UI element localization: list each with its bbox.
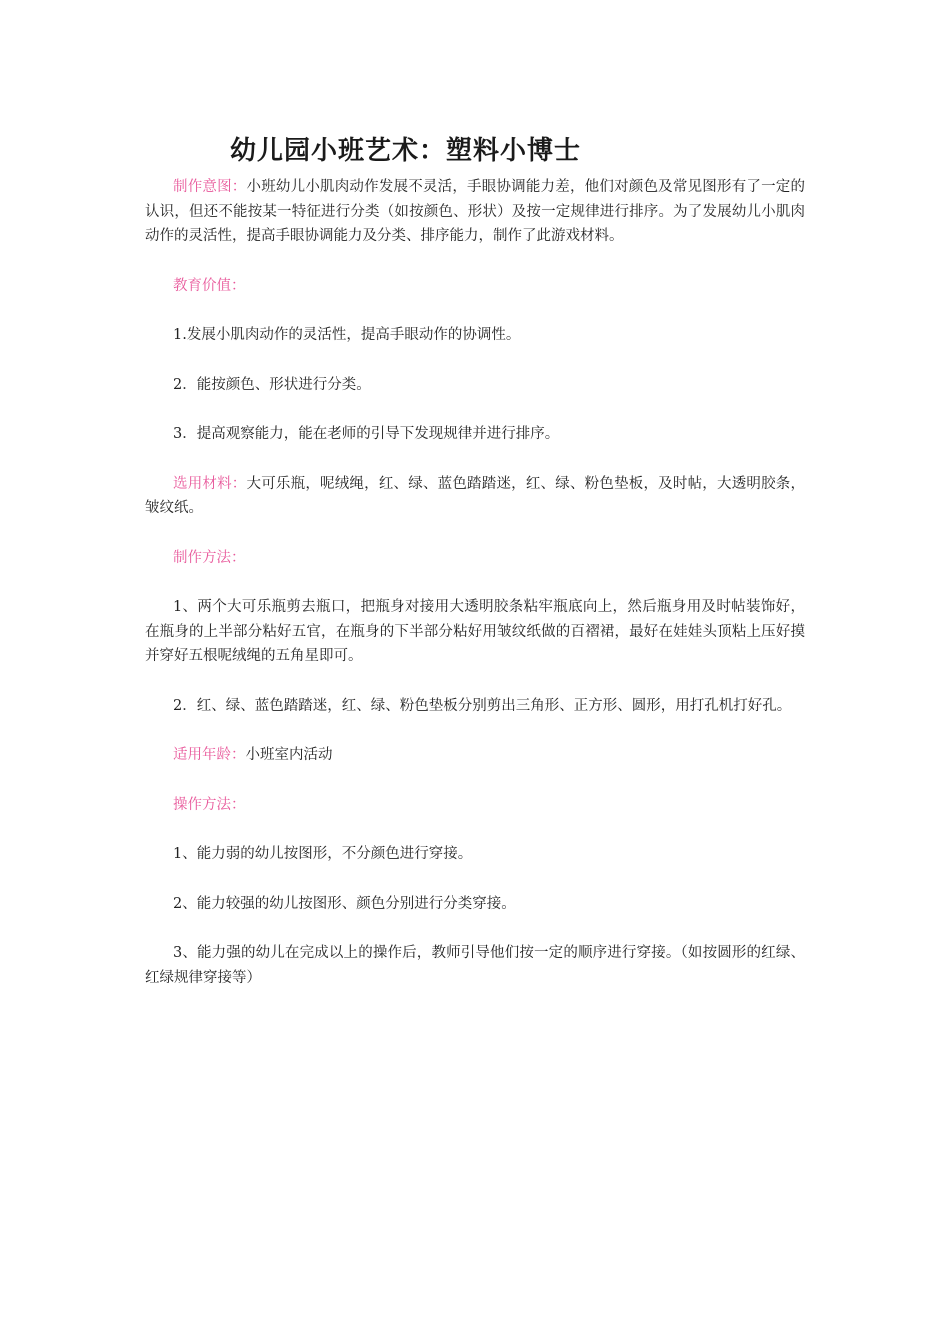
value-item-1: 1.发展小肌肉动作的灵活性，提高手眼动作的协调性。 bbox=[173, 327, 521, 343]
materials-text: 大可乐瓶，呢绒绳，红、绿、蓝色踏踏迷，红、绿、粉色垫板，及时帖，大透明胶条，皱纹纸。 bbox=[145, 475, 806, 516]
value-item-3: 3．提高观察能力，能在老师的引导下发现规律并进行排序。 bbox=[173, 426, 560, 442]
method-heading bbox=[145, 546, 805, 571]
document-body bbox=[145, 175, 805, 990]
method-label: 制作方法： bbox=[173, 549, 246, 566]
materials-label: 选用材料： bbox=[173, 475, 247, 492]
operation-item-2: 2、能力较强的幼儿按图形、颜色分别进行分类穿接。 bbox=[173, 895, 516, 912]
operation-heading bbox=[145, 793, 805, 818]
intent-text: 小班幼儿小肌肉动作发展不灵活，手眼协调能力差，他们对颜色及常见图形有了一定的认识，但还不能按某一特征进行分类（如按颜色、形状）及按一定规律进行排序。为了发展幼儿小肌肉动作的灵活性，提高手眼协调能力及分类、排序能力，制作了此游戏材料。 bbox=[145, 179, 806, 244]
value-heading bbox=[145, 274, 805, 299]
intent-paragraph bbox=[145, 175, 805, 249]
age-text: 小班室内活动 bbox=[245, 747, 333, 763]
operation-item-1: 1、能力弱的幼儿按图形，不分颜色进行穿接。 bbox=[173, 846, 473, 862]
operation-item-3: 3、能力强的幼儿在完成以上的操作后，教师引导他们按一定的顺序进行穿接。（如按圆形的红绿、红绿规律穿接等） bbox=[145, 945, 805, 986]
value-item-2: 2．能按颜色、形状进行分类。 bbox=[173, 376, 371, 393]
document-title: 幼儿园小班艺术：塑料小博士 bbox=[230, 136, 582, 166]
materials-paragraph bbox=[145, 472, 805, 521]
value-label: 教育价值： bbox=[173, 277, 246, 294]
age-paragraph bbox=[145, 743, 805, 768]
method-item-2: 2．红、绿、蓝色踏踏迷，红、绿、粉色垫板分别剪出三角形、正方形、圆形，用打孔机打好孔。 bbox=[173, 697, 792, 714]
age-label: 适用年龄： bbox=[173, 747, 246, 763]
method-item-1: 1、两个大可乐瓶剪去瓶口，把瓶身对接用大透明胶条粘牢瓶底向上，然后瓶身用及时帖装饰好，在瓶身的上半部分粘好五官，在瓶身的下半部分粘好用皱纹纸做的百褶裙，最好在娃娃头顶粘上压好摸并穿好五根呢绒绳的五角星即可。 bbox=[145, 599, 805, 664]
operation-label: 操作方法： bbox=[173, 796, 246, 813]
intent-label: 制作意图： bbox=[173, 179, 247, 195]
